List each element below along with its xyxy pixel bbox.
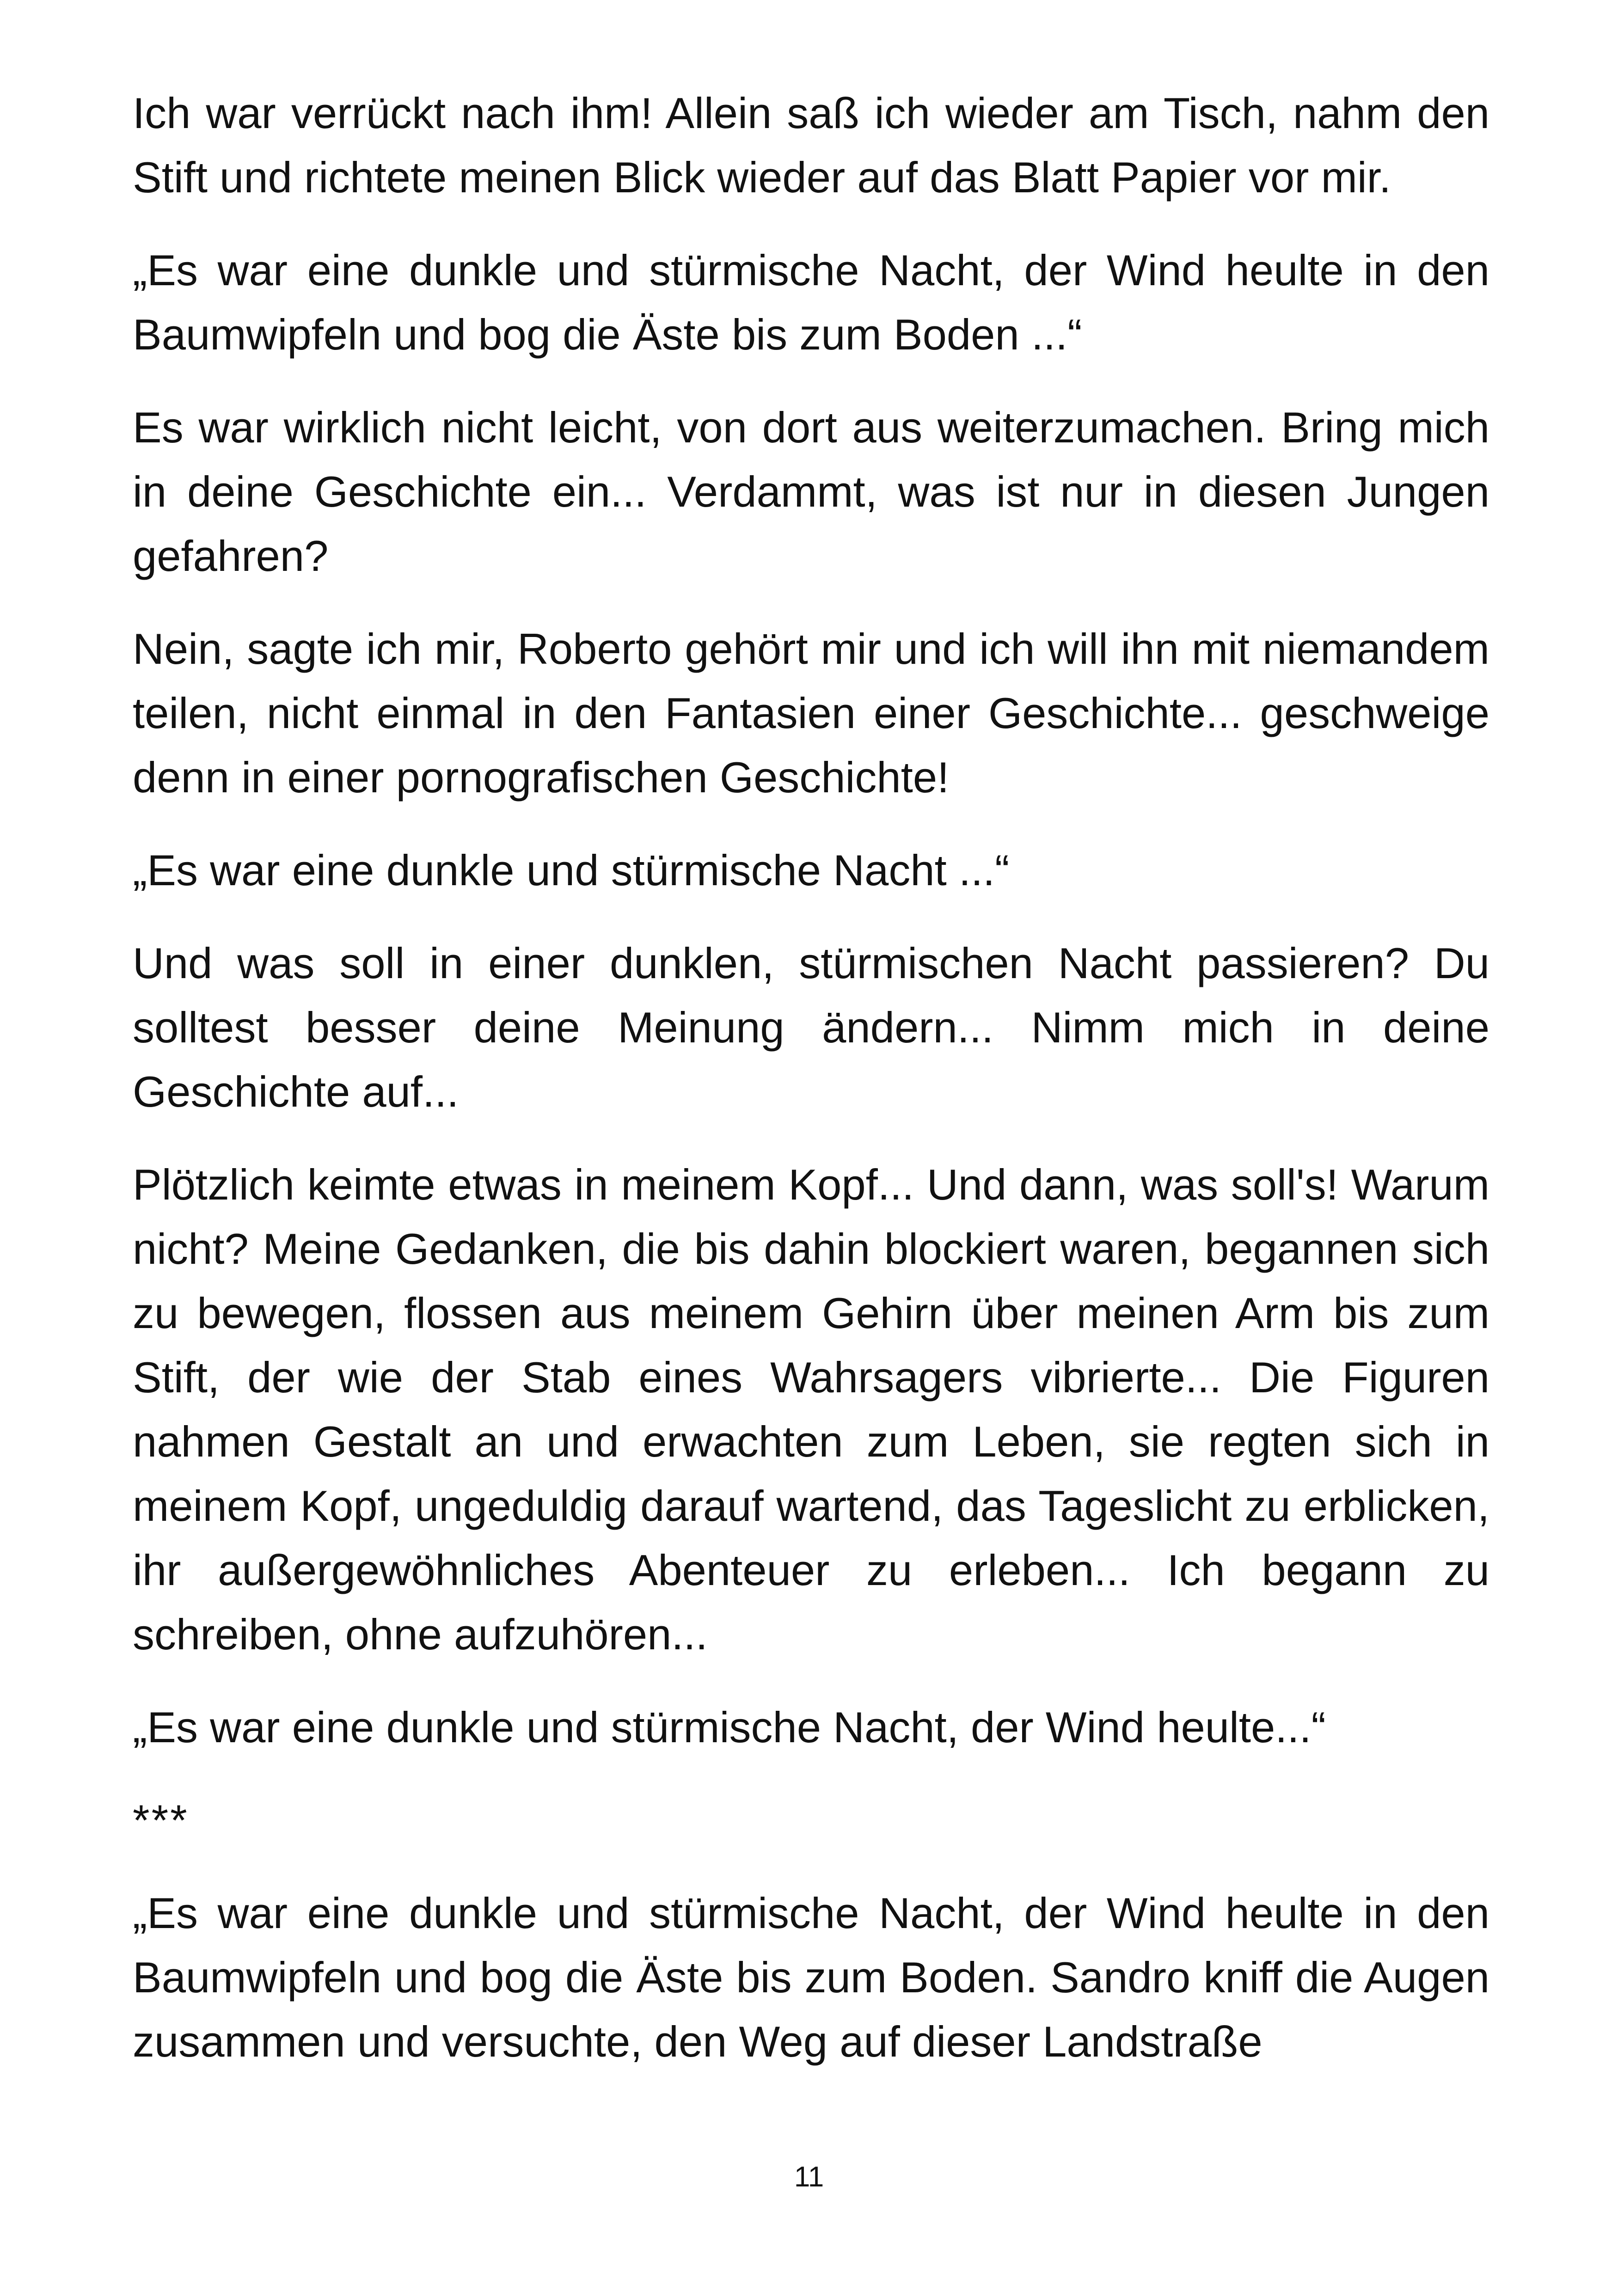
paragraph-3: Es war wirklich nicht leicht, von dort aus weiterzumachen. Bring mich in deine Geschichte ein... Verdammt, was ist nur in diesen Jungen gefahren? — [133, 403, 1489, 580]
body-text — [133, 81, 1489, 2102]
paragraph-8: „Es war eine dunkle und stürmische Nacht, der Wind heulte...“ — [133, 1703, 1326, 1751]
paragraph-4: Nein, sagte ich mir, Roberto gehört mir und ich will ihn mit niemandem teilen, nicht einmal in den Fantasien einer Geschichte... geschweige denn in einer pornografischen Geschichte! — [133, 625, 1489, 802]
section-break: *** — [133, 1796, 189, 1844]
paragraph-9: „Es war eine dunkle und stürmische Nacht, der Wind heulte in den Baumwipfeln und bog die Äste bis zum Boden. Sandro kniff die Augen zusammen und versuchte, den Weg auf dieser Landstraße — [133, 1889, 1489, 2066]
paragraph-1: Ich war verrückt nach ihm! Allein saß ich wieder am Tisch, nahm den Stift und richtete meinen Blick wieder auf das Blatt Papier vor mir. — [133, 89, 1489, 202]
page-number: 11 — [794, 2161, 824, 2193]
paragraph-6: Und was soll in einer dunklen, stürmischen Nacht passieren? Du solltest besser deine Meinung ändern... Nimm mich in deine Geschichte auf... — [133, 939, 1489, 1116]
paragraph-5: „Es war eine dunkle und stürmische Nacht ...“ — [133, 846, 1010, 894]
paragraph-2: „Es war eine dunkle und stürmische Nacht, der Wind heulte in den Baumwipfeln und bog die Äste bis zum Boden ...“ — [133, 246, 1489, 359]
paragraph-7: Plötzlich keimte etwas in meinem Kopf... Und dann, was soll's! Warum nicht? Meine Gedanken, die bis dahin blockiert waren, begannen sich zu bewegen, flossen aus meinem Gehirn über meinen Arm bis zum Stift, der wie der Stab eines Wahrsagers vibrierte... Die Figuren nahmen Gestalt an und erwachten zum Leben, sie regten sich in meinem Kopf, ungeduldig darauf wartend, das Tageslicht zu erblicken, ihr außergewöhnliches Abenteuer zu erleben... Ich begann zu schreiben, ohne aufzuhören... — [133, 1160, 1489, 1659]
